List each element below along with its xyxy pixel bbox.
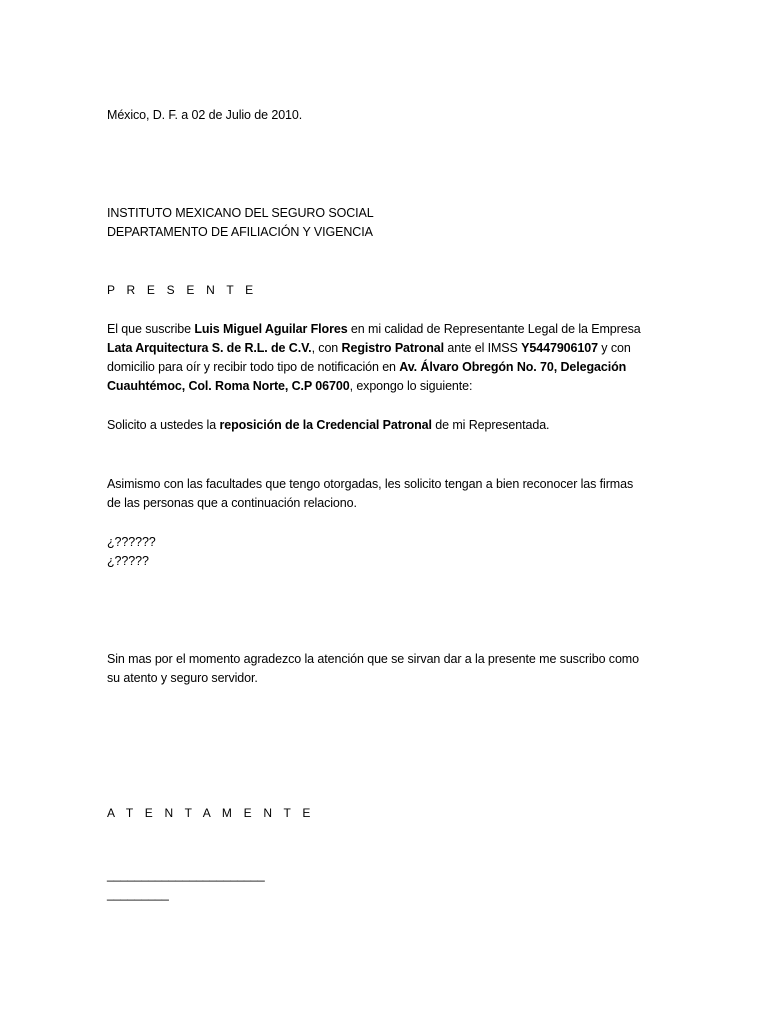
address: Av. Álvaro Obregón No. 70, Delegación xyxy=(399,360,627,374)
closing-line-2: su atento y seguro servidor. xyxy=(107,671,258,685)
registration-number: Y5447906107 xyxy=(521,341,598,355)
recipient-department: DEPARTAMENTO DE AFILIACIÓN Y VIGENCIA xyxy=(107,225,373,239)
signatures-request-line-2: de las personas que a continuación relaciono. xyxy=(107,496,357,510)
closing-line-1: Sin mas por el momento agradezco la atención que se sirvan dar a la presente me suscribo como xyxy=(107,652,639,666)
representative-name: Luis Miguel Aguilar Flores xyxy=(194,322,348,336)
person-2: ¿????? xyxy=(107,554,149,568)
company-name: Lata Arquitectura S. de R.L. de C.V. xyxy=(107,341,312,355)
signature-line-2: _________ xyxy=(107,887,169,901)
request-subject: reposición de la Credencial Patronal xyxy=(219,418,432,432)
place-date: México, D. F. a 02 de Julio de 2010. xyxy=(107,108,303,122)
person-1: ¿?????? xyxy=(107,535,156,549)
salutation: P R E S E N T E xyxy=(107,283,258,297)
intro-line-4: Cuauhtémoc, Col. Roma Norte, C.P 06700, expongo lo siguiente: xyxy=(107,379,473,393)
intro-line-2: Lata Arquitectura S. de R.L. de C.V., con Registro Patronal ante el IMSS Y5447906107 y con xyxy=(107,341,631,355)
recipient-institution: INSTITUTO MEXICANO DEL SEGURO SOCIAL xyxy=(107,206,374,220)
signature-line-1: _______________________ xyxy=(107,868,265,882)
sign-off: A T E N T A M E N T E xyxy=(107,806,315,820)
intro-line-3: domicilio para oír y recibir todo tipo de notificación en Av. Álvaro Obregón No. 70, Delegación xyxy=(107,360,627,374)
signatures-request-line-1: Asimismo con las facultades que tengo otorgadas, les solicito tengan a bien reconocer las firmas xyxy=(107,477,634,491)
request-line: Solicito a ustedes la reposición de la Credencial Patronal de mi Representada. xyxy=(107,418,550,432)
intro-line-1: El que suscribe Luis Miguel Aguilar Flores en mi calidad de Representante Legal de la Empresa xyxy=(107,322,641,336)
